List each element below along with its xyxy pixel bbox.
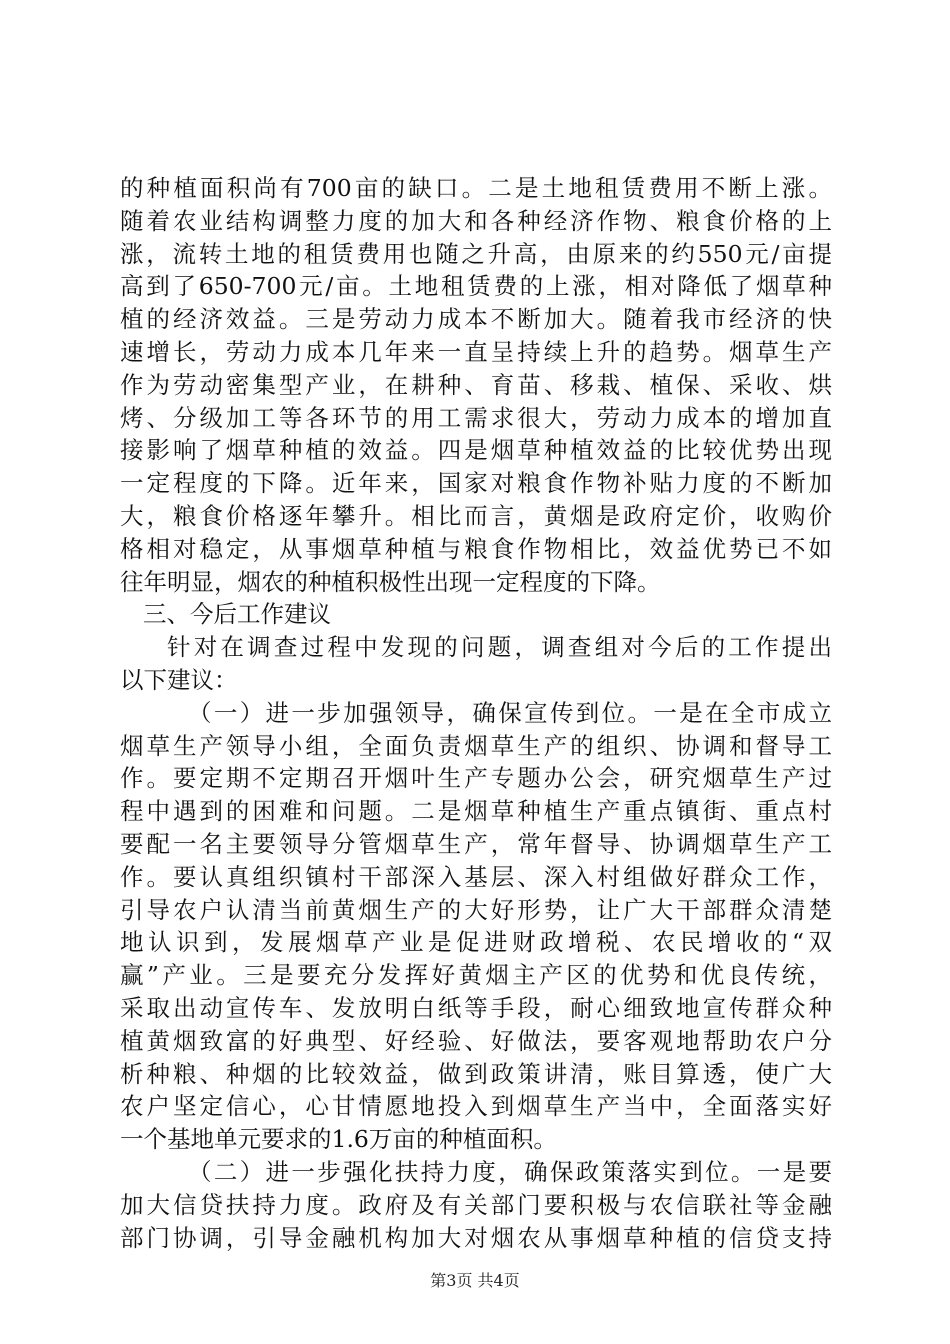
page-number-footer: 第3页 共4页	[430, 1271, 520, 1290]
text-line: 烤、分级加工等各环节的用工需求很大，劳动力成本的增加直	[120, 403, 832, 432]
subsection-heading-line: （一）进一步加强领导，确保宣传到位。一是在全市成立	[188, 698, 832, 727]
text-line: 引导农户认清当前黄烟生产的大好形势，让广大干部群众清楚	[120, 895, 832, 924]
text-line: 速增长，劳动力成本几年来一直呈持续上升的趋势。烟草生产	[120, 337, 832, 366]
section-heading: 三、今后工作建议	[143, 600, 331, 629]
text-line: 植黄烟致富的好典型、好经验、好做法，要客观地帮助农户分	[120, 1026, 832, 1055]
text-line: 析种粮、种烟的比较效益，做到政策讲清，账目算透，使广大	[120, 1059, 832, 1088]
text-line: 大，粮食价格逐年攀升。相比而言，黄烟是政府定价，收购价	[120, 501, 832, 530]
text-line: 一定程度的下降。近年来，国家对粮食作物补贴力度的不断加	[120, 469, 832, 498]
text-line: 地认识到，发展烟草产业是促进财政增税、农民增收的“双	[120, 928, 832, 957]
text-line: 作为劳动密集型产业，在耕种、育苗、移栽、植保、采收、烘	[120, 370, 832, 399]
text-line: 涨，流转土地的租赁费用也随之升高，由原来的约550元/亩提	[120, 239, 832, 268]
text-line: 植的经济效益。三是劳动力成本不断加大。随着我市经济的快	[120, 305, 832, 334]
text-line: 针对在调查过程中发现的问题，调查组对今后的工作提出	[167, 633, 832, 662]
text-line: 的种植面积尚有700亩的缺口。二是土地租赁费用不断上涨。	[120, 174, 832, 202]
text-line: 加大信贷扶持力度。政府及有关部门要积极与农信联社等金融	[120, 1190, 832, 1219]
text-line: 作。要定期不定期召开烟叶生产专题办公会，研究烟草生产过	[120, 764, 832, 793]
text-line: 要配一名主要领导分管烟草生产，常年督导、协调烟草生产工	[120, 829, 832, 858]
text-line: 农户坚定信心，心甘情愿地投入到烟草生产当中，全面落实好	[120, 1092, 832, 1121]
body-text	[120, 172, 832, 1254]
text-line: 程中遇到的困难和问题。二是烟草种植生产重点镇街、重点村	[120, 797, 832, 826]
text-line: 部门协调，引导金融机构加大对烟农从事烟草种植的信贷支持	[120, 1223, 832, 1252]
text-line: 往年明显，烟农的种植积极性出现一定程度的下降。	[120, 567, 661, 596]
text-line: 采取出动宣传车、发放明白纸等手段，耐心细致地宣传群众种	[120, 993, 832, 1022]
text-line: 接影响了烟草种植的效益。四是烟草种植效益的比较优势出现	[120, 436, 832, 465]
text-line: 作。要认真组织镇村干部深入基层、深入村组做好群众工作，	[120, 862, 832, 891]
text-line: 随着农业结构调整力度的加大和各种经济作物、粮食价格的上	[120, 206, 832, 235]
text-line: 高到了650-700元/亩。土地租赁费的上涨，相对降低了烟草种	[120, 272, 832, 301]
text-line: 以下建议：	[120, 665, 238, 694]
subsection-heading-line: （二）进一步强化扶持力度，确保政策落实到位。一是要	[188, 1157, 832, 1186]
text-line: 一个基地单元要求的1.6万亩的种植面积。	[120, 1125, 557, 1154]
text-line: 烟草生产领导小组，全面负责烟草生产的组织、协调和督导工	[120, 731, 832, 760]
text-line: 格相对稳定，从事烟草种植与粮食作物相比，效益优势已不如	[120, 534, 832, 563]
text-line: 赢”产业。三是要充分发挥好黄烟主产区的优势和优良传统，	[120, 961, 832, 990]
